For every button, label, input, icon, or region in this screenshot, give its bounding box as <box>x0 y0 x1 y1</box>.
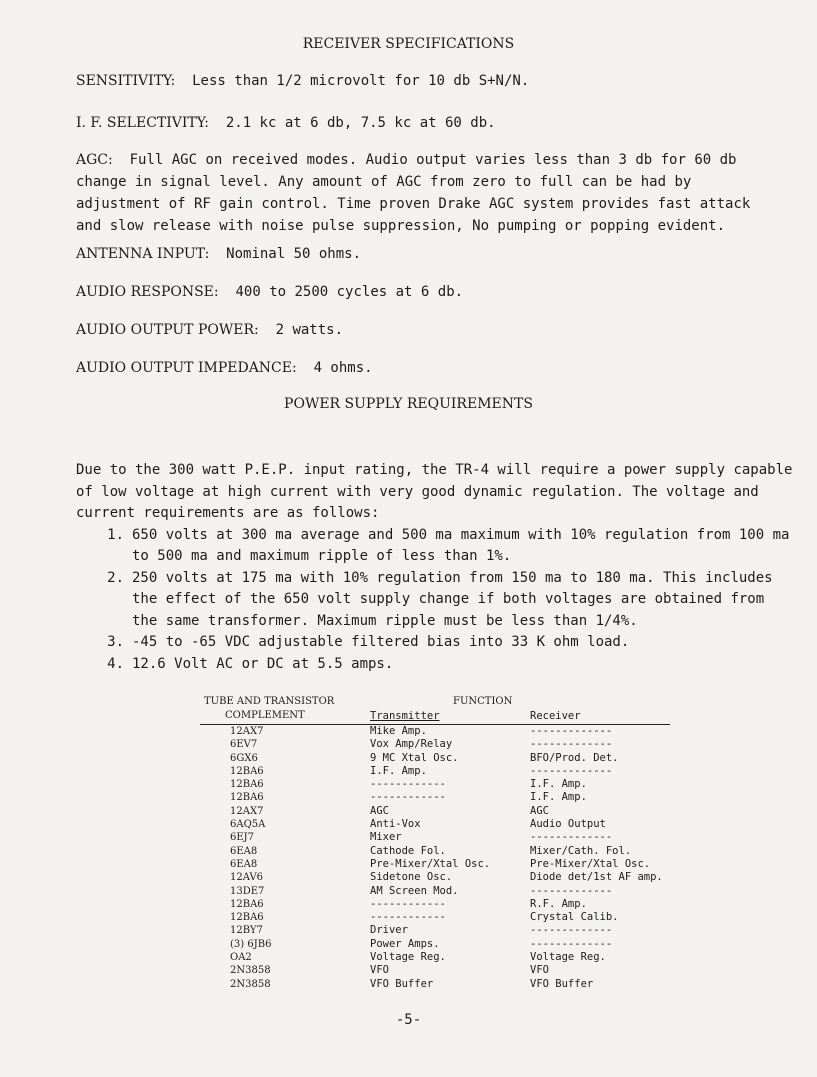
spec-label: AGC: <box>76 152 113 168</box>
transmitter-function: AM Screen Mod. <box>370 884 459 897</box>
transmitter-function: VFO Buffer <box>370 977 434 990</box>
receiver-function: Voltage Reg. <box>530 951 606 964</box>
tube-type: 6EJ7 <box>230 832 255 844</box>
tube-type: 12AV6 <box>230 872 264 884</box>
spec-label: ANTENNA INPUT: <box>76 246 210 262</box>
transmitter-function: Driver <box>370 924 408 937</box>
transmitter-function: Mike Amp. <box>370 725 427 737</box>
receiver-function: ------------- <box>530 738 613 751</box>
tube-type: 12AX7 <box>230 805 264 817</box>
list-item <box>76 525 796 568</box>
tube-type: (3) 6JB6 <box>230 938 272 950</box>
header-complement-2: COMPLEMENT <box>225 710 305 721</box>
table-row <box>200 885 670 898</box>
item-number: 3. <box>107 634 124 650</box>
spec-label: AUDIO RESPONSE: <box>76 284 219 300</box>
receiver-function: ------------- <box>530 924 613 937</box>
table-row <box>200 805 670 818</box>
spec-audio-response <box>76 281 776 303</box>
power-supply-title: POWER SUPPLY REQUIREMENTS <box>284 396 533 412</box>
header-receiver: Receiver <box>530 710 581 722</box>
spec-sensitivity <box>76 70 776 92</box>
tube-type: 13DE7 <box>230 885 265 897</box>
receiver-function: ------------- <box>530 831 613 844</box>
tube-type: 6EV7 <box>230 739 258 751</box>
transmitter-function: ------------ <box>370 791 446 804</box>
tube-type: 12BA6 <box>230 765 264 777</box>
receiver-function: ------------- <box>530 764 613 777</box>
transmitter-function: ------------ <box>370 911 446 924</box>
transmitter-function: VFO <box>370 964 389 977</box>
receiver-function: ------------- <box>530 937 613 950</box>
spec-antenna <box>76 243 776 265</box>
table-row <box>200 978 670 991</box>
transmitter-function: Voltage Reg. <box>370 951 446 964</box>
power-intro: Due to the 300 watt P.E.P. input rating, the TR-4 will require a power supply capable of low voltage at high current with very good dynamic regulation. The voltage and current requirements are as follows: <box>76 462 793 521</box>
tube-type: 6AQ5A <box>230 819 266 831</box>
table-row <box>200 791 670 804</box>
transmitter-function: Power Amps. <box>370 937 440 950</box>
receiver-function: I.F. Amp. <box>530 791 587 804</box>
item-text: -45 to -65 VDC adjustable filtered bias into 33 K ohm load. <box>132 634 630 650</box>
item-number: 1. <box>107 526 124 543</box>
receiver-function: AGC <box>530 804 549 817</box>
spec-agc <box>76 149 766 237</box>
page-number: -5- <box>395 1012 422 1028</box>
tube-type: 12BA6 <box>230 792 264 804</box>
table-row <box>200 765 670 778</box>
spec-label: AUDIO OUTPUT POWER: <box>76 322 259 338</box>
header-complement-1: TUBE AND TRANSISTOR <box>204 696 335 707</box>
header-function: FUNCTION <box>453 696 513 707</box>
spec-value: Less than 1/2 microvolt for 10 db S+N/N. <box>192 73 530 89</box>
tube-type: 6EA8 <box>230 845 258 857</box>
receiver-function: ------------- <box>530 725 613 737</box>
tube-type: 2N3858 <box>230 965 271 977</box>
tube-complement-table <box>200 696 670 991</box>
transmitter-function: Cathode Fol. <box>370 844 446 857</box>
list-item <box>76 654 796 676</box>
table-body <box>200 725 670 991</box>
power-supply-section <box>76 460 796 675</box>
transmitter-function: Mixer <box>370 831 402 844</box>
table-row <box>200 725 670 738</box>
item-number: 2. <box>107 569 124 586</box>
list-item <box>76 632 796 654</box>
spec-value: 4 ohms. <box>313 360 373 376</box>
transmitter-function: I.F. Amp. <box>370 764 427 777</box>
table-row <box>200 845 670 858</box>
spec-label: AUDIO OUTPUT IMPEDANCE: <box>76 360 297 376</box>
spec-value: Nominal 50 ohms. <box>226 246 362 262</box>
transmitter-function: 9 MC Xtal Osc. <box>370 751 459 764</box>
spec-audio-power <box>76 319 776 341</box>
spec-selectivity <box>76 112 776 134</box>
table-row <box>200 738 670 751</box>
receiver-function: VFO Buffer <box>530 977 594 990</box>
table-row <box>200 924 670 937</box>
receiver-function: I.F. Amp. <box>530 778 587 791</box>
tube-type: 12AX7 <box>230 726 264 737</box>
spec-value: 2 watts. <box>275 322 344 338</box>
receiver-function: Audio Output <box>530 818 606 831</box>
tube-type: 12BA6 <box>230 898 264 910</box>
tube-type: 12BA6 <box>230 912 264 924</box>
tube-type: 6GX6 <box>230 752 258 764</box>
item-number: 4. <box>107 655 124 672</box>
tube-type: 6EA8 <box>230 858 258 870</box>
list-item <box>76 568 796 633</box>
transmitter-function: ------------ <box>370 897 446 910</box>
table-row <box>200 818 670 831</box>
tube-type: OA2 <box>230 952 252 964</box>
transmitter-function: Sidetone Osc. <box>370 871 453 884</box>
tube-type: 2N3858 <box>230 978 271 990</box>
table-row <box>200 964 670 977</box>
table-row <box>200 871 670 884</box>
table-row <box>200 938 670 951</box>
item-text: 650 volts at 300 ma average and 500 ma maximum with 10% regulation from 100 ma to 500 ma and maximum ripple of less than 1%. <box>132 526 790 564</box>
table-row <box>200 951 670 964</box>
transmitter-function: Pre-Mixer/Xtal Osc. <box>370 857 491 870</box>
tube-type: 12BA6 <box>230 779 264 791</box>
receiver-specs-title: RECEIVER SPECIFICATIONS <box>302 36 515 52</box>
spec-audio-impedance <box>76 357 776 379</box>
receiver-function: VFO <box>530 964 549 977</box>
spec-label: SENSITIVITY: <box>76 73 176 89</box>
receiver-function: Pre-Mixer/Xtal Osc. <box>530 857 651 870</box>
table-row <box>200 752 670 765</box>
table-row <box>200 898 670 911</box>
spec-label: I. F. SELECTIVITY: <box>76 115 209 131</box>
receiver-function: Diode det/1st AF amp. <box>530 871 663 884</box>
transmitter-function: ------------ <box>370 778 446 791</box>
receiver-function: BFO/Prod. Det. <box>530 751 619 764</box>
receiver-function: Mixer/Cath. Fol. <box>530 844 632 857</box>
item-text: 250 volts at 175 ma with 10% regulation from 150 ma to 180 ma. This includes the effect of the 650 volt supply change if both voltages are obtained from the same transformer. Maximum ripple must be less than 1/4%. <box>132 569 773 629</box>
receiver-function: R.F. Amp. <box>530 897 587 910</box>
table-row <box>200 911 670 924</box>
header-transmitter: Transmitter <box>370 710 440 722</box>
spec-value: Full AGC on received modes. Audio output varies less than 3 db for 60 db change in signal level. Any amount of AGC from zero to full can be had by adjustment of RF gain control. Time proven Drake AGC system provides fast attack and slow release with noise pulse suppression, No pumping or popping evident. <box>76 152 751 234</box>
transmitter-function: AGC <box>370 804 389 817</box>
tube-type: 12BY7 <box>230 925 263 937</box>
receiver-function: Crystal Calib. <box>530 911 619 924</box>
item-text: 12.6 Volt AC or DC at 5.5 amps. <box>132 655 394 672</box>
table-row <box>200 778 670 791</box>
transmitter-function: Vox Amp/Relay <box>370 738 453 751</box>
table-header <box>200 696 670 725</box>
receiver-function: ------------- <box>530 884 613 897</box>
spec-value: 400 to 2500 cycles at 6 db. <box>235 284 464 300</box>
spec-value: 2.1 kc at 6 db, 7.5 kc at 60 db. <box>225 115 496 131</box>
transmitter-function: Anti-Vox <box>370 818 421 831</box>
table-row <box>200 858 670 871</box>
table-row <box>200 831 670 844</box>
